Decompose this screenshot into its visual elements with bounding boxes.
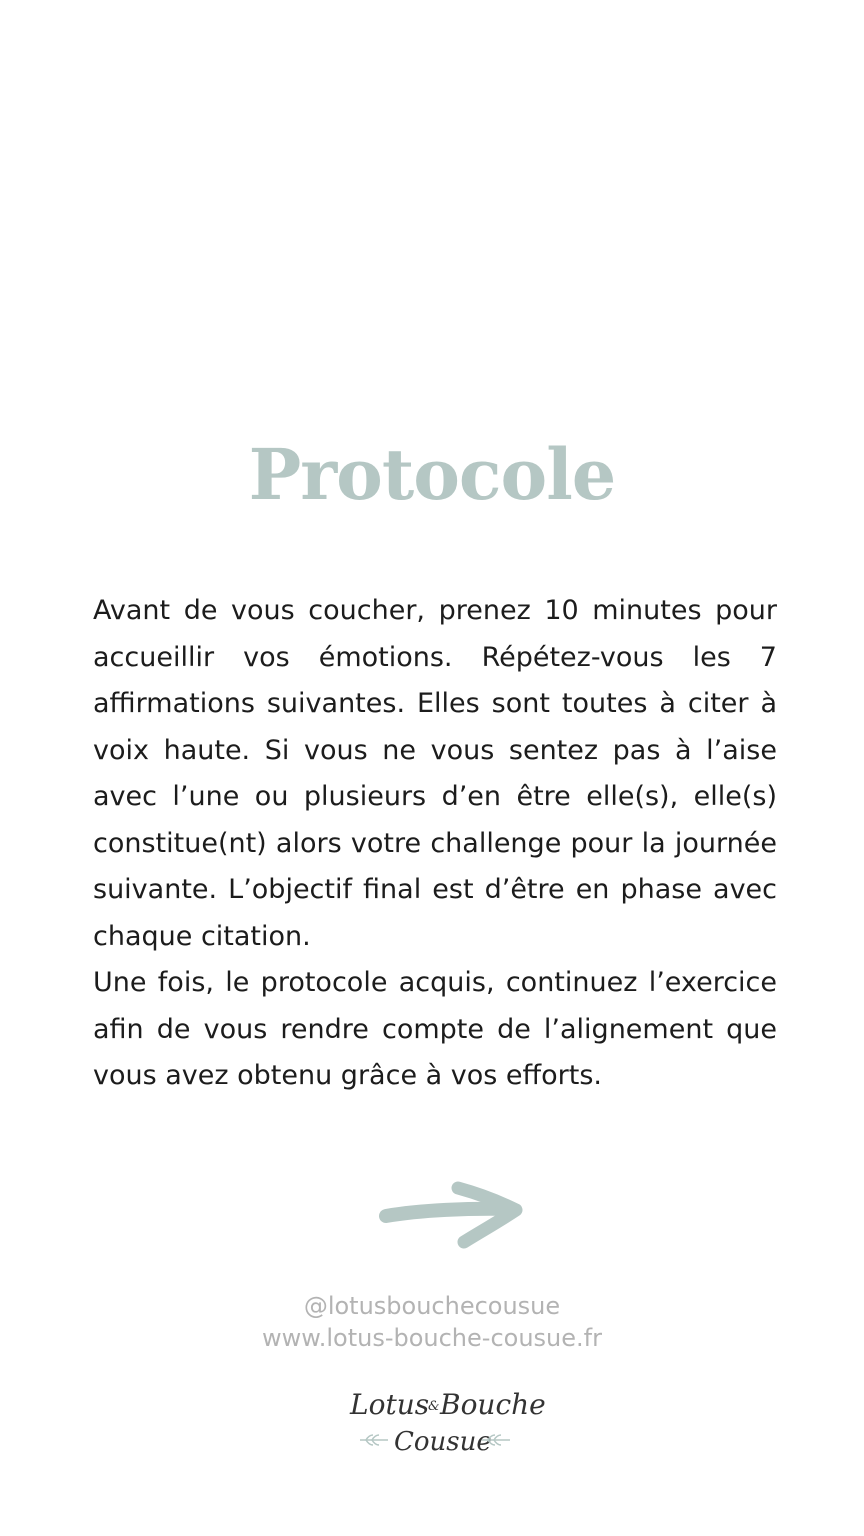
logo-word-bouche: Bouche bbox=[440, 1388, 546, 1421]
logo-word-lotus: Lotus bbox=[350, 1388, 430, 1421]
paragraph-followup: Une fois, le protocole acquis, continuez l’exercice afin de vous rendre compte de l’alignement que vous avez obtenu grâce à vos efforts. bbox=[93, 967, 777, 1091]
website-link[interactable]: www.lotus-bouche-cousue.fr bbox=[262, 1324, 602, 1352]
page-title: Protocole bbox=[248, 433, 616, 516]
body-text bbox=[93, 588, 777, 1100]
arrow-right-icon[interactable] bbox=[380, 1180, 525, 1250]
paragraph-intro: Avant de vous coucher, prenez 10 minutes pour accueillir vos émotions. Répétez-vous les 7 affirmations suivantes. Elles sont toutes à citer à voix haute. Si vous ne vous sentez pas à l’aise avec l’une ou plusieurs d’en être elle(s), elle(s) constitue(nt) alors votre challenge pour la journée suivante. L’objectif final est d’être en phase avec chaque citation. bbox=[93, 595, 777, 952]
brand-logo bbox=[342, 1378, 546, 1458]
social-handle[interactable]: @lotusbouchecousue bbox=[303, 1292, 561, 1320]
logo-word-cousue: Cousue bbox=[394, 1427, 492, 1457]
logo-ampersand: & bbox=[428, 1399, 440, 1414]
